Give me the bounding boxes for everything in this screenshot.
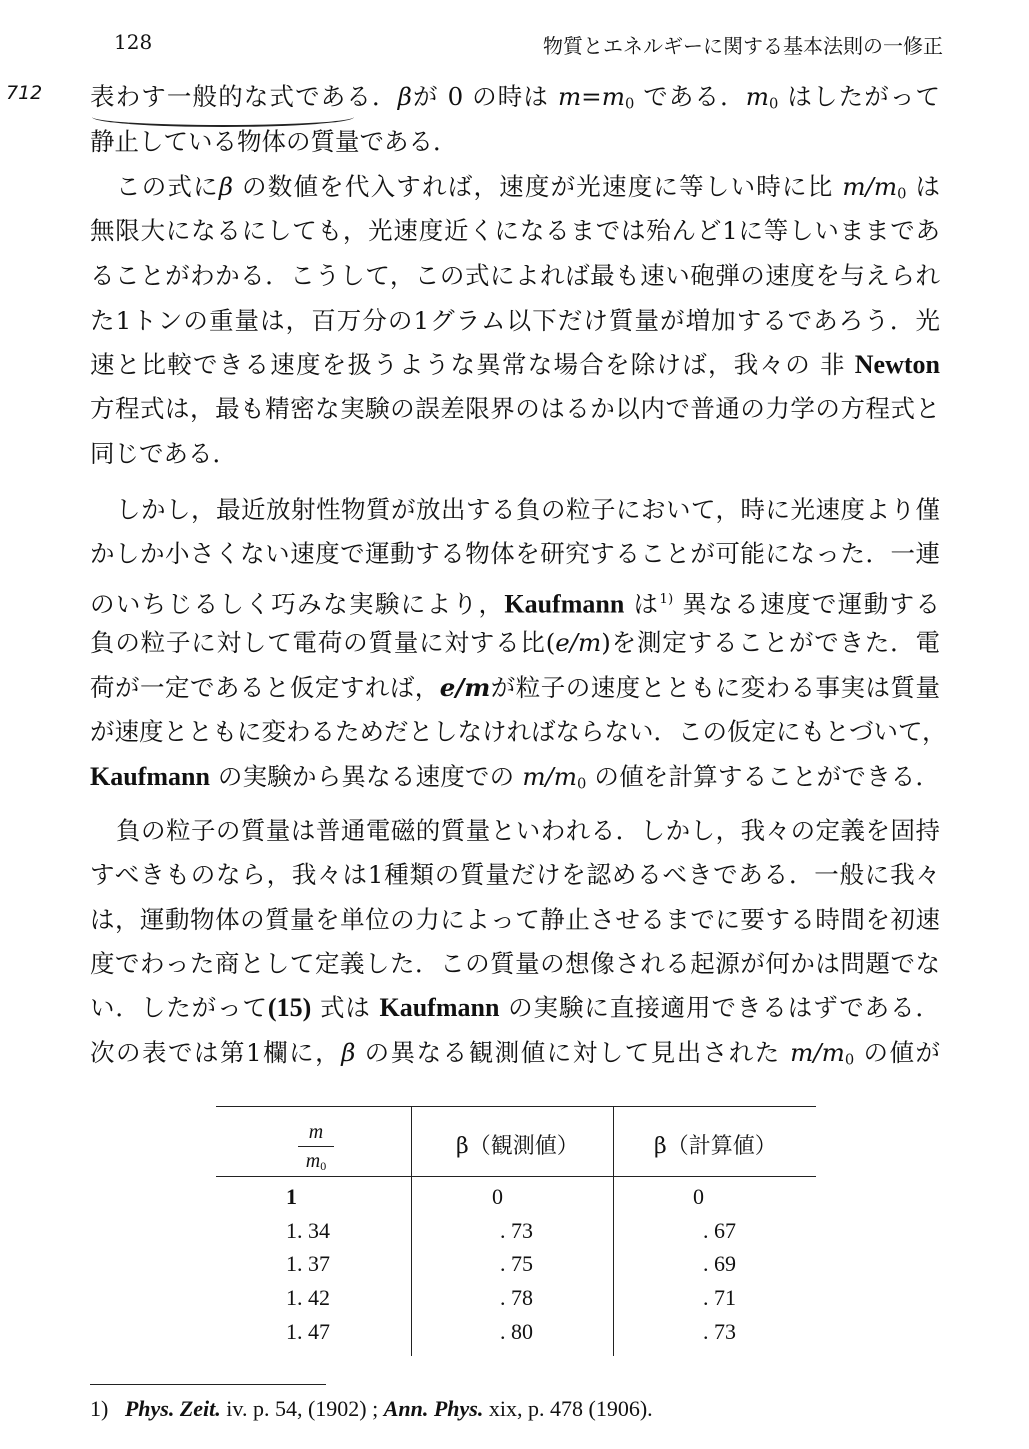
- text-line: は，運動物体の質量を単位の力によって静止させるまでに要する時間を初速: [90, 905, 940, 934]
- header-ratio-fraction: m $m_0$: [296, 1120, 336, 1178]
- text-line: 方程式は，最も精密な実験の誤差限界のはるか以内で普通の力学の方程式と: [90, 394, 940, 423]
- margin-number: 712: [6, 82, 43, 104]
- text-line: ることがわかる．こうして，この式によれば最も速い砲弾の速度を与えられ: [90, 261, 940, 290]
- text-line: 同じである．: [90, 439, 237, 468]
- text-line: が速度とともに変わるためだとしなければならない．この仮定にもとづいて，: [90, 717, 947, 746]
- header-beta-observed: β（観測値）: [456, 1134, 579, 1159]
- text-line: Kaufmann の実験から異なる速度での $m/m_0$ の値を計算することができる．: [90, 762, 940, 793]
- text-line: 静止している物体の質量である．: [90, 127, 458, 156]
- footnote-rule: [90, 1384, 326, 1385]
- text-line: しかし，最近放射性物質が放出する負の粒子において，時に光速度より僅: [116, 495, 940, 524]
- text-line: 無限大になるにしても，光速度近くになるまでは殆んど1に等しいままであ: [90, 216, 940, 245]
- text-line: 負の粒子に対して電荷の質量に対する比(e/m)を測定することができた．電: [90, 628, 940, 657]
- text-line: かしか小さくない速度で運動する物体を研究することが可能になった．一連: [90, 539, 940, 568]
- table-top-rule: [216, 1106, 816, 1107]
- text-line: 次の表では第1欄に，β の異なる観測値に対して見出された $m/m_0$ の値が: [90, 1038, 941, 1069]
- text-line: 荷が一定であると仮定すれば，e/mが粒子の速度とともに変わる事実は質量: [90, 673, 941, 702]
- text-line: た1トンの重量は，百万分の1グラム以下だけ質量が増加するであろう．光: [90, 306, 940, 335]
- running-title: 物質とエネルギーに関する基本法則の一修正: [543, 34, 943, 58]
- column-divider: [411, 1106, 412, 1356]
- text-line: 負の粒子の質量は普通電磁的質量といわれる．しかし，我々の定義を固持: [116, 816, 940, 845]
- text-line: い．したがって(15) 式は Kaufmann の実験に直接適用できるはずである．: [90, 993, 941, 1022]
- text-line: 速と比較できる速度を扱うような異常な場合を除けば，我々の 非 Newton: [90, 350, 940, 379]
- text-line: 表わす一般的な式である．βが 0 の時は $m=m_0$ である．$m_0$ はしたがって: [90, 82, 941, 113]
- text-line: この式にβ の数値を代入すれば，速度が光速度に等しい時に比 $m/m_0$ は: [116, 172, 941, 203]
- page-number: 128: [114, 30, 153, 54]
- header-beta-calculated: β（計算値）: [654, 1134, 777, 1159]
- text-line: のいちじるしく巧みな実験により，Kaufmann は$^{1)}$ 異なる速度で運動する: [90, 589, 940, 619]
- footnote: 1) Phys. Zeit. iv. p. 54, (1902) ; Ann. Phys. xix, p. 478 (1906).: [90, 1396, 653, 1421]
- text-line: すべきものなら，我々は1種類の質量だけを認めるべきである．一般に我々: [90, 860, 940, 889]
- text-line: 度でわった商として定義した．この質量の想像される起源が何かは問題でな: [90, 949, 940, 978]
- column-divider: [613, 1106, 614, 1356]
